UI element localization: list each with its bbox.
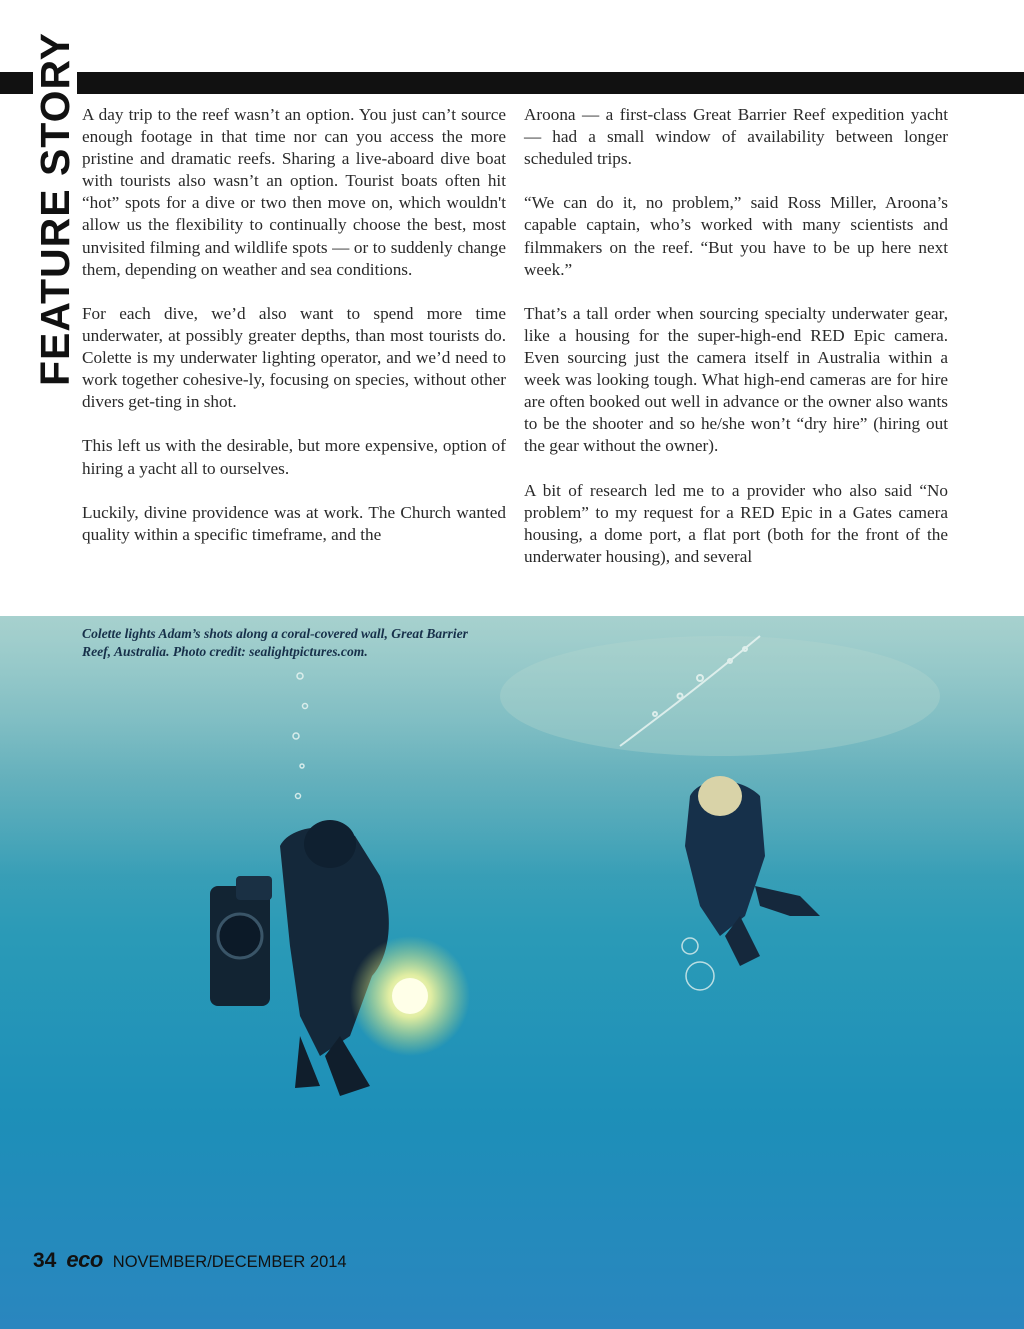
article-right-column <box>524 104 948 590</box>
underwater-divers-photo <box>0 616 1024 1329</box>
top-rule-bar <box>0 72 1024 94</box>
section-label-feature-story: FEATURE STORY <box>33 26 77 390</box>
article-paragraph: A day trip to the reef wasn’t an option. You just can’t source enough footage in that time nor can you access the more pristine and dramatic reefs. Sharing a live-aboard dive boat with tourists also wasn’t an option. Tourist boats often hit “hot” spots for a dive or two then move on, which wouldn't allow us the flexibility to continually choose the best, most unvisited filming and wildlife spots — or to suddenly change them, depending on weather and sea conditions. <box>82 105 506 279</box>
issue-date: NOVEMBER/DECEMBER 2014 <box>112 1253 347 1271</box>
photo-illustration <box>0 616 1024 1329</box>
article-paragraph: Luckily, divine providence was at work. The Church wanted quality within a specific timeframe, and the <box>82 502 506 544</box>
article-paragraph: A bit of research led me to a provider who also said “No problem” to my request for a RED Epic in a Gates camera housing, a dome port, a flat port (both for the front of the underwater housing), and several <box>524 480 948 566</box>
magazine-logo: eco <box>66 1247 103 1272</box>
page-footer <box>33 1247 347 1273</box>
article-paragraph: “We can do it, no problem,” said Ross Miller, Aroona’s capable captain, who’s worked with many scientists and filmmakers on the reef. “But you have to be up here next week.” <box>524 193 948 279</box>
photo-caption: Colette lights Adam’s shots along a coral-covered wall, Great Barrier Reef, Australia. Photo credit: sealightpictures.com. <box>82 626 468 659</box>
page-number: 34 <box>33 1249 57 1272</box>
article-paragraph: This left us with the desirable, but more expensive, option of hiring a yacht all to ourselves. <box>82 436 506 478</box>
article-paragraph: Aroona — a first-class Great Barrier Reef expedition yacht — had a small window of availability between longer scheduled trips. <box>524 105 948 169</box>
article-paragraph: For each dive, we’d also want to spend more time underwater, at possibly greater depths, than most tourists do. Colette is my underwater lighting operator, and we’d need to work together cohesive-ly, focusing on species, without other divers get-ting in shot. <box>82 303 506 412</box>
article-paragraph: That’s a tall order when sourcing specialty underwater gear, like a housing for the super-high-end RED Epic camera. Even sourcing just the camera itself in Australia within a week was looking tough. What high-end cameras are for hire are often booked out well in advance or the owner also wants to be the shooter and so he/she won’t “dry hire” (hiring out the gear without the owner). <box>524 303 948 456</box>
article-left-column <box>82 104 506 568</box>
